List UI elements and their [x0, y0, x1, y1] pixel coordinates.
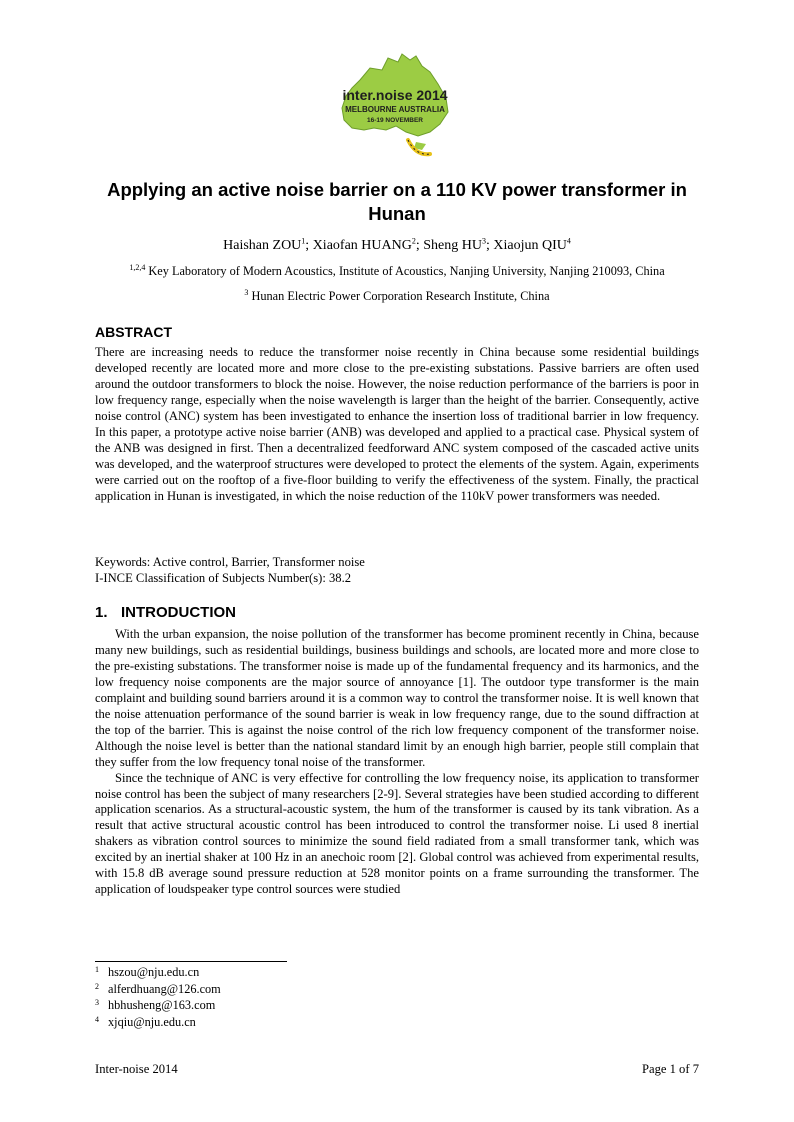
footnote-rule [95, 961, 287, 962]
affiliation-sup: 3 [244, 287, 249, 297]
footnote-email: hbhusheng@163.com [108, 998, 216, 1012]
paragraph: Since the technique of ANC is very effective for controlling the low frequency noise, its application to transformer noise control has been the subject of many researchers [2-9]. Several strategies have been studied according to different application scenarios. As a structural-acoustic system, the hum of the transformer is caused by its tank vibration. As a result that active structural acoustic control has been introduced to control the transformer noise. Li used 8 inertial shakers as vibration control sources to minimize the sound field radiated from a small transformer tank, which was excited by an inertial shaker at 100 Hz in an anechoic room [2]. Global control was achieved from experimental results, with 15.8 dB average sound pressure reduction at 528 monitor points on a frame surrounding the transformer. The application of loudspeaker type control sources were studied [95, 770, 699, 897]
affiliation-sup: 1,2,4 [129, 262, 146, 272]
abstract-heading: ABSTRACT [95, 324, 172, 340]
author-name: Xiaofan HUANG [312, 238, 412, 253]
footnote-mark: 1 [95, 965, 99, 974]
abstract-text: There are increasing needs to reduce the transformer noise recently in China because some residential buildings developed recently are located more and more close to the pre-existing substations. Passive barriers are often used around the outdoor transformers to block the noise. However, the noise reduction performance of the barriers is poor in low frequency range, especially when the noise wavelength is larger than the height of the barrier. Consequently, active noise control (ANC) system has been investigated to enhance the insertion loss of traditional barrier in low frequency. In this paper, a prototype active noise barrier (ANB) was developed and applied to a practical case. Physical system of the ANB was designed in first. Then a decentralized feedforward ANC system composed of the cascaded active units was developed, and the waterproof structures were developed to protect the elements of the system. Again, experiments were carried out on the rooftop of a five-floor building to verify the effectiveness of the system. Finally, the practical application in Hunan is investigated, in which the noise reduction of the 110kV power transformers was needed. [95, 345, 699, 503]
intro-body [95, 627, 699, 898]
author-sep: ; [305, 238, 313, 253]
footer-page-number: Page 1 of 7 [641, 1062, 699, 1076]
footnote-mark: 2 [95, 981, 99, 991]
author-name: Sheng HU [423, 238, 482, 253]
section-title: INTRODUCTION [121, 604, 236, 621]
footnote-email: xjqiu@nju.edu.cn [108, 1014, 196, 1029]
affiliation-1 [95, 263, 699, 279]
author-sup: 2 [411, 236, 416, 246]
logo-dates: 16-19 NOVEMBER [367, 117, 423, 124]
section-heading [95, 604, 236, 621]
classification: I-INCE Classification of Subjects Number(s): 38.2 [95, 571, 352, 585]
affiliation-text: Key Laboratory of Modern Acoustics, Institute of Acoustics, Nanjing University, Nanjing 210093, China [148, 264, 665, 278]
affiliation-2 [95, 288, 699, 304]
australia-map-icon [330, 50, 460, 162]
author-name: Xiaojun QIU [493, 238, 567, 253]
logo-location: MELBOURNE AUSTRALIA [345, 105, 445, 114]
footnote [95, 998, 495, 1015]
keywords: Keywords: Active control, Barrier, Transformer noise [95, 555, 365, 569]
author-sup: 3 [481, 236, 486, 246]
author-sup: 4 [566, 236, 571, 246]
footer-conference: Inter-noise 2014 [95, 1062, 178, 1076]
author-name: Haishan ZOU [223, 238, 302, 253]
paper-title: Applying an active noise barrier on a 110 KV power transformer in Hunan [107, 179, 687, 224]
footnote-mark: 4 [95, 1014, 99, 1024]
author-sep: ; [415, 238, 424, 253]
conference-logo [330, 50, 460, 162]
footnote [95, 965, 495, 982]
author-sep: ; [485, 238, 494, 253]
footnotes [95, 965, 495, 1031]
section-number: 1. [95, 604, 108, 621]
paragraph: With the urban expansion, the noise pollution of the transformer has become prominent recently in China, because many new buildings, such as residential buildings, business buildings and schools, are located more and more close to the pre-existing substations. The transformer noise is made up of the fundamental frequency and its harmonics, and the low frequency noise components are the major source of annoyance [1]. The outdoor type transformer is the main complaint and building sound barriers around it is a common way to control the transformer noise. It is well known that the noise attenuation performance of the sound barrier is weak in low frequency range, due to the sound diffraction at the top of the barrier. This is against the noise control of the rich low frequency component of the transformer noise. Although the noise level is better than the national standard limit by an enough high barrier, people still complain that they suffer from the low frequency tonal noise of the transformer. [95, 627, 699, 769]
footnote [95, 982, 495, 999]
author-sup: 1 [301, 236, 306, 246]
author-list [95, 237, 699, 255]
affiliation-text: Hunan Electric Power Corporation Research Institute, China [251, 289, 550, 303]
footnote-mark: 3 [95, 998, 99, 1007]
footnote-email: alferdhuang@126.com [108, 981, 221, 996]
footnote-email: hszou@nju.edu.cn [108, 965, 200, 979]
footnote [95, 1015, 495, 1032]
logo-name: inter.noise 2014 [342, 87, 448, 103]
